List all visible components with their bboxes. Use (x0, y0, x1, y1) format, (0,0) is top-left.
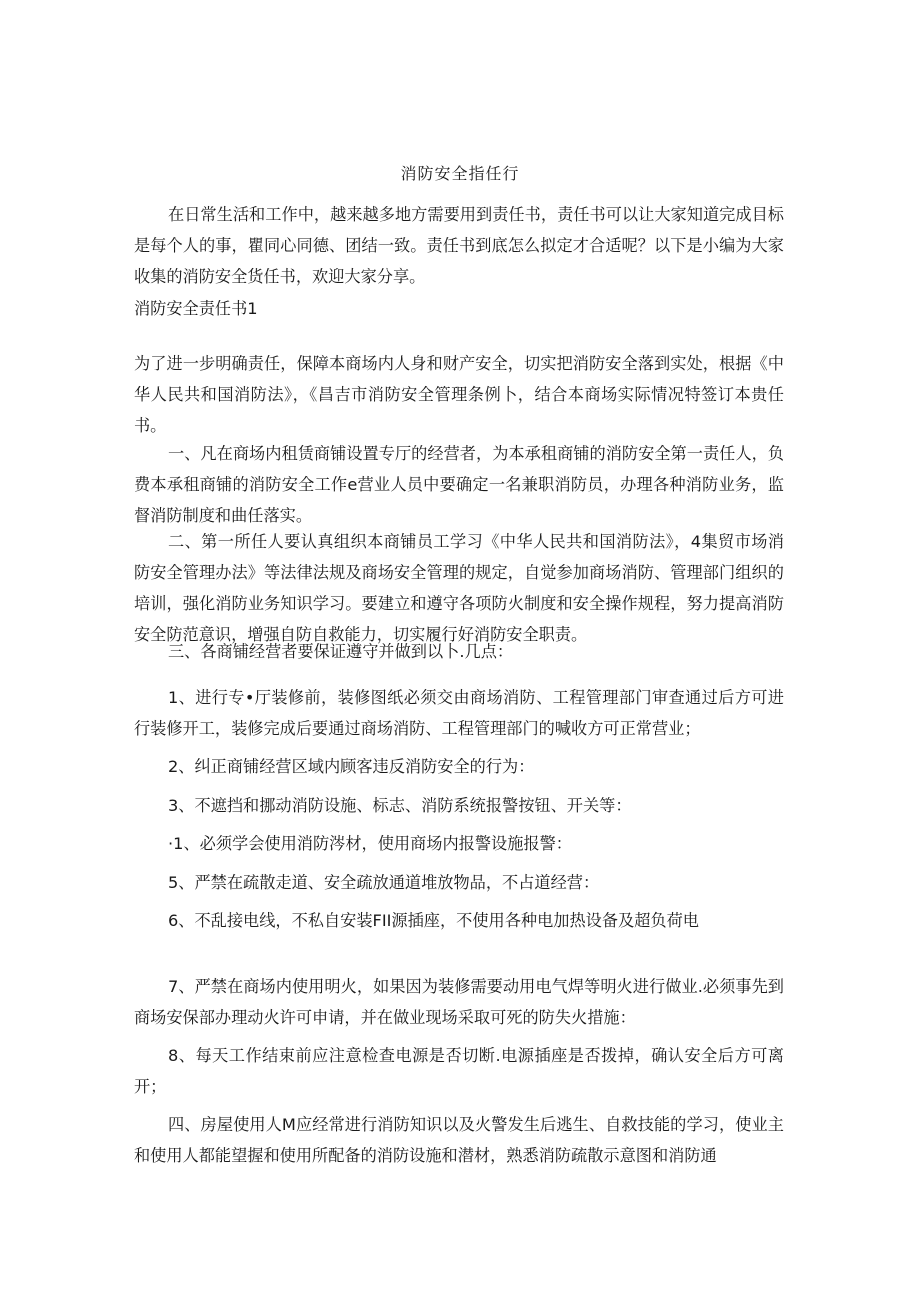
document-title: 消防安全指任行 (400, 164, 520, 183)
clause-3-paragraph: 三、各商铺经营者要保证遵守并做到以卜.几点： (168, 642, 514, 661)
item-5-paragraph: 5、严禁在疏散走道、安全疏放通道堆放物品，不占道经营： (168, 873, 600, 892)
preamble-paragraph: 为了进一步明确责任，保障本商场内人身和财产安全，切实把消防安全落到实处，根据《中华人民共和国消防法》，《昌吉市消防安全管理条例卜，结合本商场实际情况特签订本贵任书。 (134, 354, 784, 435)
intro-paragraph: 在日常生活和工作中，越来越多地方需要用到责任书，责任书可以让大家知道完成目标是每个人的事，瞿同心同德、团结一致。责任书到底怎么拟定才合适呢？以下是小编为大家收集的消防安全货任书，欢迎大家分享。 (134, 205, 784, 286)
item-6-paragraph: 6、不乱接电线，不私自安装FII源插座，不使用各种电加热设备及超负荷电 (168, 911, 699, 930)
item-8-paragraph: 8、每天工作结束前应注意检查电源是否切断.电源插座是否拨掉，确认安全后方可离开； (134, 1046, 784, 1096)
item-1-paragraph: 1、进行专•厅装修前，装修图纸必须交由商场消防、工程管理部门审查通过后方可进行装修开工，装修完成后要通过商场消防、工程管理部门的喊收方可正常营业； (134, 688, 784, 738)
clause-2-paragraph: 二、第一所任人要认真组织本商铺员工学习《中华人民共和国消防法》，4集贸市场消防安全管理办法》等法律法规及商场安全管理的规定，自觉参加商场消防、管理部门组织的培训，强化消防业务知识学习。要建立和遵守各项防火制度和安全操作规程，努力提高消防安全防范意识，增强自防自救能力，切实履行好消防安全职责。 (134, 532, 784, 644)
clause-4-paragraph: 四、房屋使用人M应经常进行消防知识以及火警发生后逃生、自救技能的学习，使业主和使用人都能望握和使用所配备的消防设施和潜材，熟悉消防疏散示意图和消防通 (134, 1115, 784, 1165)
section-heading: 消防安全责任书1 (134, 299, 258, 318)
item-2-paragraph: 2、纠正商铺经营区域内顾客违反消防安全的行为： (168, 757, 535, 776)
item-4-paragraph: ·1、必须学会使用消防涔材，使用商场内报警设施报警： (168, 834, 572, 853)
item-3-paragraph: 3、不遮挡和挪动消防设施、标志、消防系统报警按钮、开关等： (168, 796, 632, 815)
item-7-paragraph: 7、严禁在商场内使用明火，如果因为装修需要动用电气焊等明火进行做业.必须事先到商场安保部办理动火许可申请，并在做业现场采取可死的防失火措施： (134, 977, 784, 1027)
clause-1-paragraph: 一、凡在商场内租赁商铺设置专厅的经营者，为本承租商铺的消防安全第一责任人，负费本承租商铺的消防安全工作e营业人员中要确定一名兼职消防员，办理各种消防业务，监督消防制度和曲任落实。 (134, 444, 784, 525)
